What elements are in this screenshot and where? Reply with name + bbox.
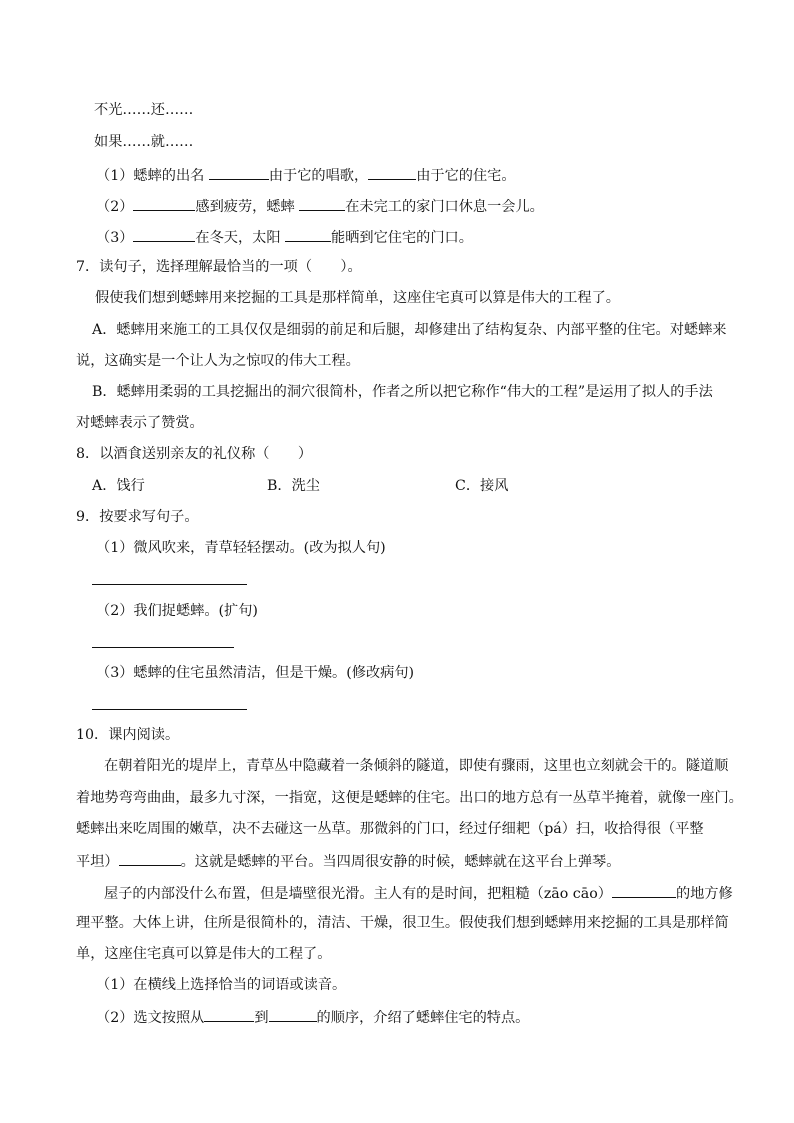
fill-blank[interactable]: [299, 198, 345, 211]
connective-pair-2: 如果……就……: [94, 134, 194, 150]
q8-option-b[interactable]: B．洗尘: [267, 478, 320, 494]
q10-stem: 10．课内阅读。: [76, 727, 180, 743]
passage-p2-line-3: 单，这座住宅真可以算是伟大的工程了。: [76, 946, 332, 962]
q9-item-1: （1）微风吹来，青草轻轻摆动。(改为拟人句): [96, 540, 386, 556]
passage-p1-line-3: 蟋蟀出来吃周围的嫩草，决不去碰这一丛草。那微斜的门口，经过仔细耙（pá）扫，收拾得很（平整: [76, 821, 704, 837]
q7-option-b-cont: 对蟋蟀表示了赞赏。: [76, 415, 204, 431]
q7-stem: 7．读句子，选择理解最恰当的一项（ ）。: [76, 259, 362, 275]
q6-item-3: （3） 在冬天，太阳 能晒到它住宅的门口。: [96, 230, 473, 246]
q9-stem: 9．按要求写句子。: [76, 509, 199, 525]
q6-item-1: （1）蟋蟀的出名 由于它的唱歌， 由于它的住宅。: [96, 168, 516, 184]
passage-p2-line-1: 屋子的内部没什么布置，但是墙壁很光滑。主人有的是时间，把粗糙（zāo cāo） 的地方修: [104, 886, 733, 902]
fill-blank[interactable]: [133, 229, 195, 242]
q8-stem: 8．以酒食送别亲友的礼仪称（ ）: [76, 446, 313, 462]
answer-line-1[interactable]: [92, 584, 247, 585]
q9-item-2: （2）我们捉蟋蟀。(扩句): [96, 603, 258, 619]
connective-pair-1: 不光……还……: [94, 102, 194, 118]
q7-option-a[interactable]: A．蟋蟀用来施工的工具仅仅是细弱的前足和后腿，却修建出了结构复杂、内部平整的住宅。对蟋蟀来: [92, 322, 727, 338]
q9-item-3: （3）蟋蟀的住宅虽然清洁，但是干燥。(修改病句): [96, 665, 415, 681]
q7-option-b[interactable]: B．蟋蟀用柔弱的工具挖掘出的洞穴很简朴，作者之所以把它称作“伟大的工程”是运用了拟人的手法: [92, 384, 713, 400]
q7-quote: 假使我们想到蟋蟀用来挖掘的工具是那样简单，这座住宅真可以算是伟大的工程了。: [95, 290, 620, 306]
fill-blank[interactable]: [612, 885, 676, 898]
passage-p1-line-4: 平坦） 。这就是蟋蟀的平台。当四周很安静的时候，蟋蟀就在这平台上弹琴。: [76, 854, 621, 870]
answer-line-2[interactable]: [92, 647, 234, 648]
q6-item-2: （2） 感到疲劳，蟋蟀 在未完工的家门口休息一会儿。: [96, 199, 544, 215]
q7-option-a-cont: 说，这确实是一个让人为之惊叹的伟大工程。: [76, 353, 360, 369]
q8-option-c[interactable]: C．接风: [455, 478, 509, 494]
fill-blank[interactable]: [368, 167, 416, 180]
q8-option-a[interactable]: A．饯行: [92, 478, 145, 494]
passage-p1-line-2: 着地势弯弯曲曲，最多九寸深，一指宽，这便是蟋蟀的住宅。出口的地方总有一丛草半掩着，就像一座门。: [76, 790, 743, 806]
passage-p2-line-2: 理平整。大体上讲，住所是很简朴的，清洁、干燥，很卫生。假使我们想到蟋蟀用来挖掘的工具是那样简: [76, 915, 729, 931]
q10-sub-1: （1）在横线上选择恰当的词语或读音。: [96, 977, 347, 993]
fill-blank[interactable]: [269, 1009, 317, 1022]
fill-blank[interactable]: [285, 229, 331, 242]
answer-line-3[interactable]: [92, 709, 247, 710]
fill-blank[interactable]: [204, 1009, 254, 1022]
fill-blank[interactable]: [133, 198, 195, 211]
fill-blank[interactable]: [119, 853, 181, 866]
fill-blank[interactable]: [209, 167, 269, 180]
passage-p1-line-1: 在朝着阳光的堤岸上，青草丛中隐藏着一条倾斜的隧道，即使有骤雨，这里也立刻就会干的。隧道顺: [104, 758, 729, 774]
q10-sub-2: （2）选文按照从 到 的顺序，介绍了蟋蟀住宅的特点。: [96, 1010, 530, 1026]
